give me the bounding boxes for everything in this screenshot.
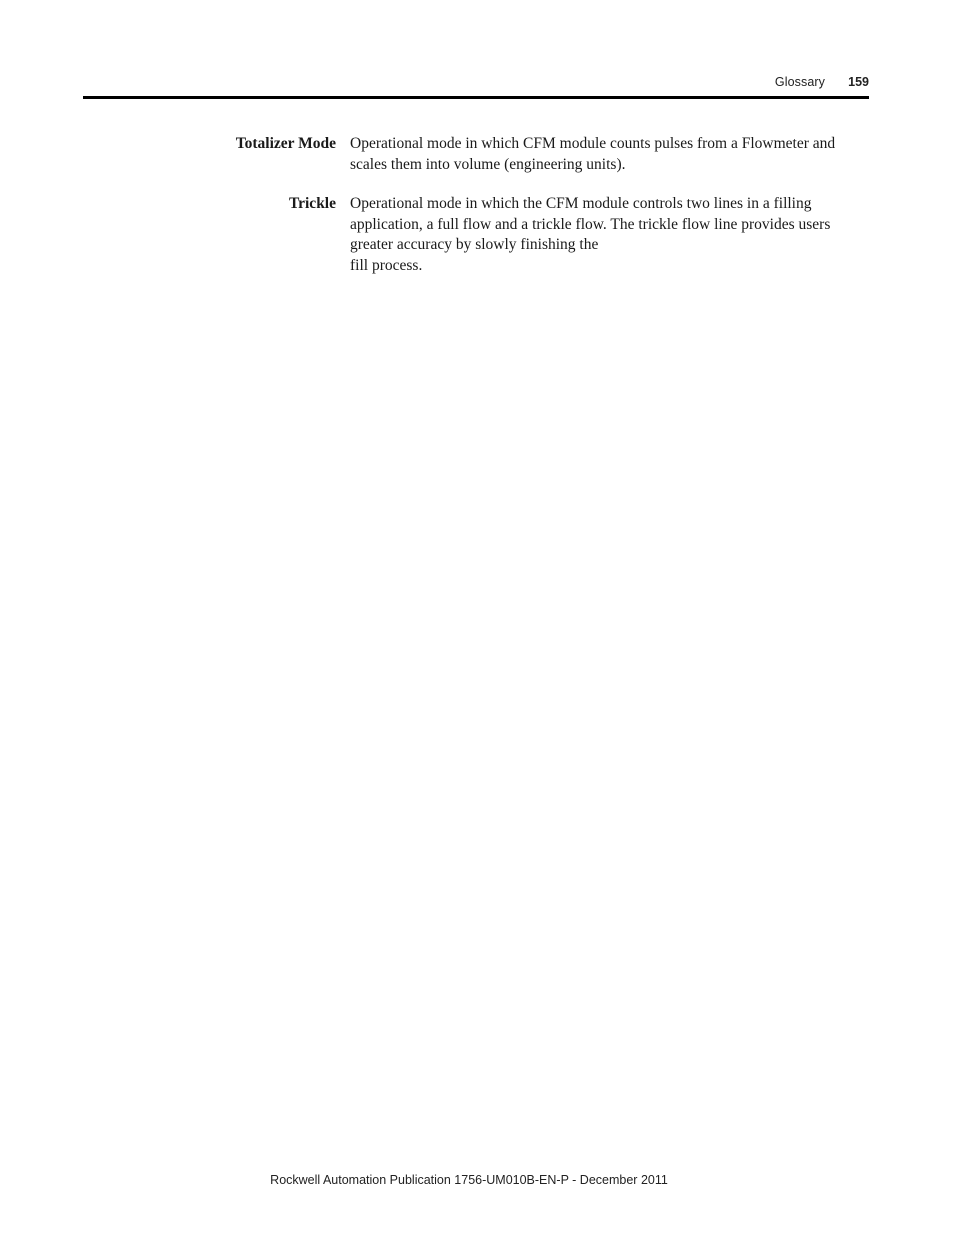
- glossary-entry-trickle: [0, 194, 954, 276]
- page-number: 159: [848, 75, 869, 89]
- definition-line: scales them into volume (engineering units).: [350, 155, 626, 173]
- publication-info: Rockwell Automation Publication 1756-UM010B-EN-P - December 2011: [270, 1173, 668, 1187]
- definition-line: greater accuracy by slowly finishing the: [350, 236, 599, 253]
- definition-line: Operational mode in which CFM module counts pulses from a Flowmeter and: [350, 135, 836, 152]
- glossary-term: Totalizer Mode: [235, 135, 336, 152]
- glossary-entry-totalizer-mode: [0, 134, 954, 175]
- glossary-list: [0, 134, 954, 295]
- page-footer: [0, 1173, 954, 1187]
- glossary-definition: [350, 134, 870, 175]
- glossary-definition: [350, 194, 870, 276]
- header-rule: [83, 96, 869, 99]
- definition-line: application, a full flow and a trickle flow. The trickle flow line provides users: [350, 215, 831, 233]
- glossary-term: Trickle: [288, 195, 336, 212]
- definition-line: fill process.: [350, 256, 423, 274]
- header-section-title: Glossary: [774, 75, 825, 89]
- running-header: [83, 72, 869, 92]
- definition-line: Operational mode in which the CFM module controls two lines in a filling: [350, 195, 812, 212]
